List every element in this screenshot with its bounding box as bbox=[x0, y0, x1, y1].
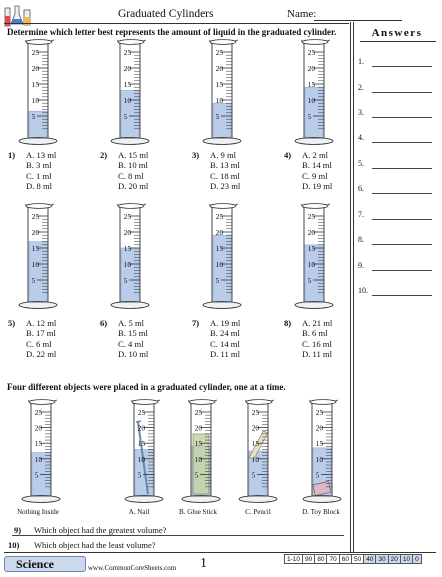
subject-label: Science bbox=[16, 557, 54, 571]
object-cylinder-4 bbox=[236, 398, 280, 504]
score-cell: 40 bbox=[364, 555, 376, 564]
scale-label: 25 bbox=[251, 408, 260, 417]
answer-option[interactable]: A. 9 ml bbox=[210, 150, 237, 160]
site-url: www.CommonCoreSheets.com bbox=[88, 564, 177, 572]
answer-number: 1. bbox=[358, 57, 364, 66]
scale-label: 20 bbox=[31, 64, 40, 73]
question-3 bbox=[192, 150, 276, 190]
cylinder-rim bbox=[118, 40, 144, 45]
scale-label: 20 bbox=[123, 228, 132, 237]
answer-number: 2. bbox=[358, 83, 364, 92]
page-number: 1 bbox=[200, 556, 207, 571]
scale-label: 10 bbox=[215, 260, 224, 269]
scale-label: 25 bbox=[194, 408, 203, 417]
answer-row bbox=[358, 57, 436, 69]
scale-label: 10 bbox=[307, 260, 316, 269]
answer-number: 9. bbox=[358, 261, 364, 270]
answer-option[interactable]: A. 15 ml bbox=[118, 150, 149, 160]
answer-option[interactable]: B. 6 ml bbox=[302, 328, 328, 339]
answer-option[interactable]: C. 8 ml bbox=[118, 170, 144, 181]
cylinder-base bbox=[19, 138, 57, 145]
question-9 bbox=[14, 525, 166, 535]
answer-option[interactable]: B. 10 ml bbox=[118, 160, 148, 171]
question-9-number: 9) bbox=[14, 525, 22, 535]
scale-label: 25 bbox=[215, 48, 224, 57]
scale-label: 20 bbox=[251, 423, 260, 433]
score-cell: 60 bbox=[339, 555, 351, 564]
answer-option[interactable]: A. 5 ml bbox=[118, 318, 145, 328]
answer-option[interactable]: A. 21 ml bbox=[302, 318, 333, 328]
cylinder-rim bbox=[210, 40, 236, 45]
answer-option[interactable]: C. 6 ml bbox=[26, 338, 52, 349]
cylinder-base bbox=[125, 496, 163, 503]
score-cell: 1-10 bbox=[285, 555, 303, 564]
question-10-number: 10) bbox=[8, 540, 20, 550]
answer-option[interactable]: A. 13 ml bbox=[26, 150, 57, 160]
question-number: 4) bbox=[284, 150, 292, 160]
name-input-line[interactable] bbox=[314, 20, 402, 21]
cylinder-rim bbox=[26, 40, 52, 45]
score-cell: 20 bbox=[388, 555, 400, 564]
score-cell: 70 bbox=[327, 555, 339, 564]
graduated-cylinder-2 bbox=[108, 38, 152, 146]
answer-option[interactable]: D. 19 ml bbox=[302, 181, 333, 192]
cylinder-base bbox=[239, 496, 277, 503]
object-caption: C. Pencil bbox=[245, 508, 271, 516]
answer-option[interactable]: D. 23 ml bbox=[210, 181, 241, 192]
answer-option[interactable]: C. 9 ml bbox=[302, 170, 328, 181]
object-caption: B. Glue Stick bbox=[179, 508, 217, 516]
scale-label: 5 bbox=[31, 276, 36, 285]
question-5 bbox=[8, 318, 92, 358]
cylinder-base bbox=[22, 496, 60, 503]
scale-label: 5 bbox=[123, 112, 128, 121]
answer-option[interactable]: B. 15 ml bbox=[118, 328, 148, 339]
scale-label: 10 bbox=[31, 260, 40, 269]
instructions-part1: Determine which letter best represents the amount of liquid in the graduated cylinder. bbox=[7, 27, 337, 37]
answer-option[interactable]: D. 11 ml bbox=[210, 349, 240, 360]
cylinder-rim bbox=[310, 400, 336, 405]
question-number: 1) bbox=[8, 150, 16, 160]
answer-option[interactable]: A. 2 ml bbox=[302, 150, 329, 160]
question-number: 2) bbox=[100, 150, 108, 160]
scale-label: 10 bbox=[31, 96, 40, 105]
answer-option[interactable]: D. 8 ml bbox=[26, 181, 53, 192]
answer-option[interactable]: A. 12 ml bbox=[26, 318, 57, 328]
answer-option[interactable]: C. 1 ml bbox=[26, 170, 52, 181]
answer-option[interactable]: D. 11 ml bbox=[302, 349, 332, 360]
cylinder-base bbox=[111, 302, 149, 309]
cylinder-base bbox=[19, 302, 57, 309]
cylinder-base bbox=[203, 138, 241, 145]
cylinder-rim bbox=[118, 204, 144, 209]
score-row bbox=[285, 555, 422, 564]
scale-label: 10 bbox=[123, 96, 132, 105]
answer-row bbox=[358, 286, 436, 298]
scale-label: 25 bbox=[123, 48, 132, 57]
question-7 bbox=[192, 318, 276, 358]
scale-label: 5 bbox=[215, 112, 220, 121]
answer-option[interactable]: D. 22 ml bbox=[26, 349, 57, 360]
scale-label: 15 bbox=[31, 80, 40, 89]
scale-label: 15 bbox=[123, 244, 132, 253]
answer-input-line[interactable] bbox=[372, 193, 432, 194]
object-caption: A. Nail bbox=[128, 508, 150, 516]
graduated-cylinder-1 bbox=[16, 38, 60, 146]
object-caption: D. Toy Block bbox=[302, 508, 340, 516]
graduated-cylinder-4 bbox=[292, 38, 336, 146]
graduated-cylinder-5 bbox=[16, 202, 60, 310]
scale-label: 15 bbox=[251, 439, 260, 449]
answer-input-line[interactable] bbox=[372, 117, 432, 118]
answer-input-line[interactable] bbox=[372, 142, 432, 143]
cylinder-base bbox=[182, 496, 220, 503]
scale-label: 25 bbox=[315, 408, 324, 417]
scale-label: 20 bbox=[123, 64, 132, 73]
cylinder-base bbox=[303, 496, 341, 503]
question-9-underline bbox=[12, 535, 344, 536]
graduated-cylinder-7 bbox=[200, 202, 244, 310]
question-8 bbox=[284, 318, 368, 358]
question-2 bbox=[100, 150, 184, 190]
object-cylinder-2 bbox=[122, 398, 166, 504]
scale-label: 20 bbox=[215, 228, 224, 237]
answer-input-line[interactable] bbox=[372, 244, 432, 245]
answer-row bbox=[358, 159, 436, 171]
answer-number: 4. bbox=[358, 133, 364, 142]
question-number: 6) bbox=[100, 318, 108, 328]
cylinder-rim bbox=[189, 400, 215, 405]
cylinder-rim bbox=[132, 400, 158, 405]
worksheet-title: Graduated Cylinders bbox=[118, 8, 214, 20]
scale-label: 15 bbox=[307, 244, 316, 253]
answer-column-divider bbox=[350, 22, 351, 552]
scale-label: 5 bbox=[194, 470, 199, 480]
graduated-cylinder-3 bbox=[200, 38, 244, 146]
scale-label: 10 bbox=[251, 454, 260, 464]
question-4 bbox=[284, 150, 368, 190]
score-cell: 50 bbox=[351, 555, 363, 564]
scale-label: 20 bbox=[215, 64, 224, 73]
scale-label: 15 bbox=[215, 244, 224, 253]
answer-option[interactable]: C. 18 ml bbox=[210, 170, 240, 181]
answer-number: 6. bbox=[358, 184, 364, 193]
scale-label: 5 bbox=[123, 276, 128, 285]
scale-label: 5 bbox=[315, 470, 320, 480]
score-cell: 90 bbox=[303, 555, 315, 564]
scale-label: 10 bbox=[123, 260, 132, 269]
answer-input-line[interactable] bbox=[372, 295, 432, 296]
scale-label: 25 bbox=[123, 212, 132, 221]
scale-label: 20 bbox=[307, 64, 316, 73]
scale-label: 5 bbox=[31, 112, 36, 121]
scale-label: 20 bbox=[137, 423, 146, 433]
cylinder-rim bbox=[246, 400, 272, 405]
answer-option[interactable]: C. 4 ml bbox=[118, 338, 144, 349]
answer-option[interactable]: B. 17 ml bbox=[26, 328, 56, 339]
answer-number: 3. bbox=[358, 108, 364, 117]
answer-number: 10. bbox=[358, 286, 368, 295]
answer-option[interactable]: B. 24 ml bbox=[210, 328, 240, 339]
scale-label: 10 bbox=[137, 454, 146, 464]
scale-label: 20 bbox=[31, 228, 40, 237]
nail-head bbox=[136, 421, 141, 422]
score-table bbox=[284, 554, 422, 564]
question-number: 3) bbox=[192, 150, 200, 160]
scale-label: 25 bbox=[137, 408, 146, 417]
answer-row bbox=[358, 261, 436, 273]
cylinder-base bbox=[295, 138, 333, 145]
instructions-part2: Four different objects were placed in a graduated cylinder, one at a time. bbox=[7, 382, 286, 392]
scale-label: 15 bbox=[307, 80, 316, 89]
object-cylinder-1 bbox=[19, 398, 63, 504]
answer-row bbox=[358, 133, 436, 145]
answer-number: 5. bbox=[358, 159, 364, 168]
cylinder-rim bbox=[26, 204, 52, 209]
question-number: 5) bbox=[8, 318, 16, 328]
scale-label: 10 bbox=[194, 454, 203, 464]
answer-option[interactable]: B. 14 ml bbox=[302, 160, 332, 171]
answers-title: Answers bbox=[371, 27, 423, 39]
score-cell: 0 bbox=[413, 555, 422, 564]
answer-option[interactable]: D. 10 ml bbox=[118, 349, 149, 360]
scale-label: 15 bbox=[315, 439, 324, 449]
cylinder-rim bbox=[29, 400, 55, 405]
question-9-text: Which object had the greatest volume? bbox=[34, 525, 167, 535]
graduated-cylinder-6 bbox=[108, 202, 152, 310]
answer-input-line[interactable] bbox=[372, 168, 432, 169]
scale-label: 5 bbox=[307, 112, 312, 121]
scale-label: 20 bbox=[194, 423, 203, 433]
answer-option[interactable]: C. 16 ml bbox=[302, 338, 332, 349]
answer-option[interactable]: C. 14 ml bbox=[210, 338, 240, 349]
question-10 bbox=[8, 540, 156, 550]
liquid bbox=[121, 248, 139, 302]
object-cylinder-3 bbox=[179, 398, 223, 504]
science-logo-icon bbox=[3, 2, 33, 28]
graduated-cylinder-8 bbox=[292, 202, 336, 310]
question-number: 8) bbox=[284, 318, 292, 328]
answer-input-line[interactable] bbox=[372, 219, 432, 220]
scale-label: 25 bbox=[307, 212, 316, 221]
scale-label: 5 bbox=[251, 470, 256, 480]
cylinder-base bbox=[295, 302, 333, 309]
score-cell: 30 bbox=[376, 555, 388, 564]
scale-label: 5 bbox=[137, 470, 142, 480]
object-caption: Nothing Inside bbox=[17, 508, 59, 516]
scale-label: 5 bbox=[215, 276, 220, 285]
question-number: 7) bbox=[192, 318, 200, 328]
cylinder-base bbox=[111, 138, 149, 145]
answer-input-line[interactable] bbox=[372, 66, 432, 67]
scale-label: 25 bbox=[34, 408, 43, 417]
question-6 bbox=[100, 318, 184, 358]
scale-label: 20 bbox=[307, 228, 316, 237]
cylinder-rim bbox=[302, 204, 328, 209]
answer-row bbox=[358, 210, 436, 222]
scale-label: 15 bbox=[34, 439, 43, 449]
answer-option[interactable]: A. 19 ml bbox=[210, 318, 241, 328]
object-cylinder-5 bbox=[300, 398, 344, 504]
answers-title-underline bbox=[360, 41, 436, 42]
answer-option[interactable]: B. 13 ml bbox=[210, 160, 240, 171]
scale-label: 15 bbox=[137, 439, 146, 449]
scale-label: 15 bbox=[123, 80, 132, 89]
scale-label: 5 bbox=[307, 276, 312, 285]
answer-number: 7. bbox=[358, 210, 364, 219]
answer-column-divider-inner bbox=[353, 22, 354, 552]
scale-label: 20 bbox=[34, 423, 43, 433]
scale-label: 25 bbox=[215, 212, 224, 221]
cylinder-rim bbox=[302, 40, 328, 45]
name-label: Name: bbox=[287, 8, 317, 20]
scale-label: 25 bbox=[307, 48, 316, 57]
cylinder-rim bbox=[210, 204, 236, 209]
question-10-text: Which object had the least volume? bbox=[34, 540, 156, 550]
score-cell: 80 bbox=[315, 555, 327, 564]
header-divider bbox=[4, 23, 349, 24]
answer-row bbox=[358, 184, 436, 196]
scale-label: 15 bbox=[31, 244, 40, 253]
scale-label: 10 bbox=[34, 454, 43, 464]
scale-label: 15 bbox=[215, 80, 224, 89]
score-cell: 10 bbox=[400, 555, 412, 564]
answer-input-line[interactable] bbox=[372, 92, 432, 93]
answer-row bbox=[358, 235, 436, 247]
cylinder-base bbox=[203, 302, 241, 309]
answer-row bbox=[358, 108, 436, 120]
scale-label: 25 bbox=[31, 48, 40, 57]
scale-label: 20 bbox=[315, 423, 324, 433]
answer-option[interactable]: D. 20 ml bbox=[118, 181, 149, 192]
footer-divider bbox=[4, 552, 436, 553]
scale-label: 25 bbox=[31, 212, 40, 221]
scale-label: 10 bbox=[315, 454, 324, 464]
answer-input-line[interactable] bbox=[372, 270, 432, 271]
answer-number: 8. bbox=[358, 235, 364, 244]
answer-option[interactable]: B. 3 ml bbox=[26, 160, 52, 171]
scale-label: 10 bbox=[215, 96, 224, 105]
answer-row bbox=[358, 83, 436, 95]
scale-label: 5 bbox=[34, 470, 39, 480]
scale-label: 10 bbox=[307, 96, 316, 105]
question-1 bbox=[8, 150, 92, 190]
scale-label: 15 bbox=[194, 439, 203, 449]
